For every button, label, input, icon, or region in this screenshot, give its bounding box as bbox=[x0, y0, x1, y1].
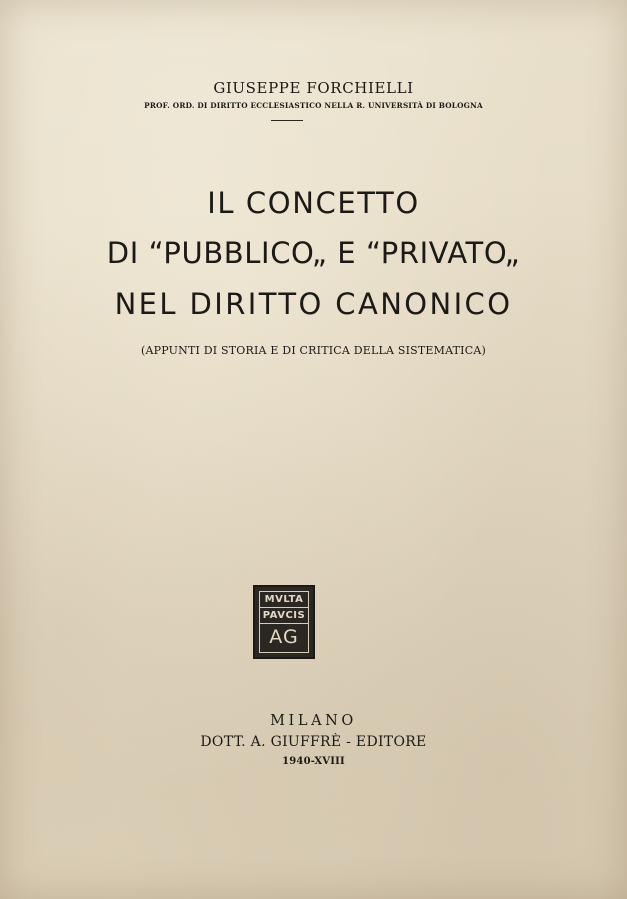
publisher-logo-monogram: AG bbox=[269, 626, 299, 648]
subtitle: (APPUNTI DI STORIA E DI CRITICA DELLA SISTEMATICA) bbox=[141, 344, 486, 357]
publisher-logo-line-1: MVLTA bbox=[264, 594, 304, 605]
title-line-2: DI “PUBBLICO„ E “PRIVATO„ bbox=[106, 236, 521, 270]
publisher-logo-frame bbox=[259, 591, 309, 653]
publisher-logo-line-2: PAVCIS bbox=[262, 610, 306, 621]
publisher-logo bbox=[253, 585, 315, 659]
author-affiliation: PROF. ORD. DI DIRITTO ECCLESIASTICO NELLA R. UNIVERSITÀ DI BOLOGNA bbox=[144, 101, 483, 110]
imprint-year: 1940-XVIII bbox=[282, 756, 345, 767]
author-name: GIUSEPPE FORCHIELLI bbox=[213, 79, 414, 97]
divider-rule bbox=[271, 120, 303, 121]
imprint-publisher: DOTT. A. GIUFFRÈ - EDITORE bbox=[200, 734, 427, 750]
publisher-logo-separator bbox=[260, 623, 308, 624]
publisher-logo-separator bbox=[260, 607, 308, 608]
title-line-1: IL CONCETTO bbox=[207, 186, 420, 220]
imprint-city: MILANO bbox=[270, 713, 357, 729]
title-line-3: NEL DIRITTO CANONICO bbox=[114, 287, 513, 321]
